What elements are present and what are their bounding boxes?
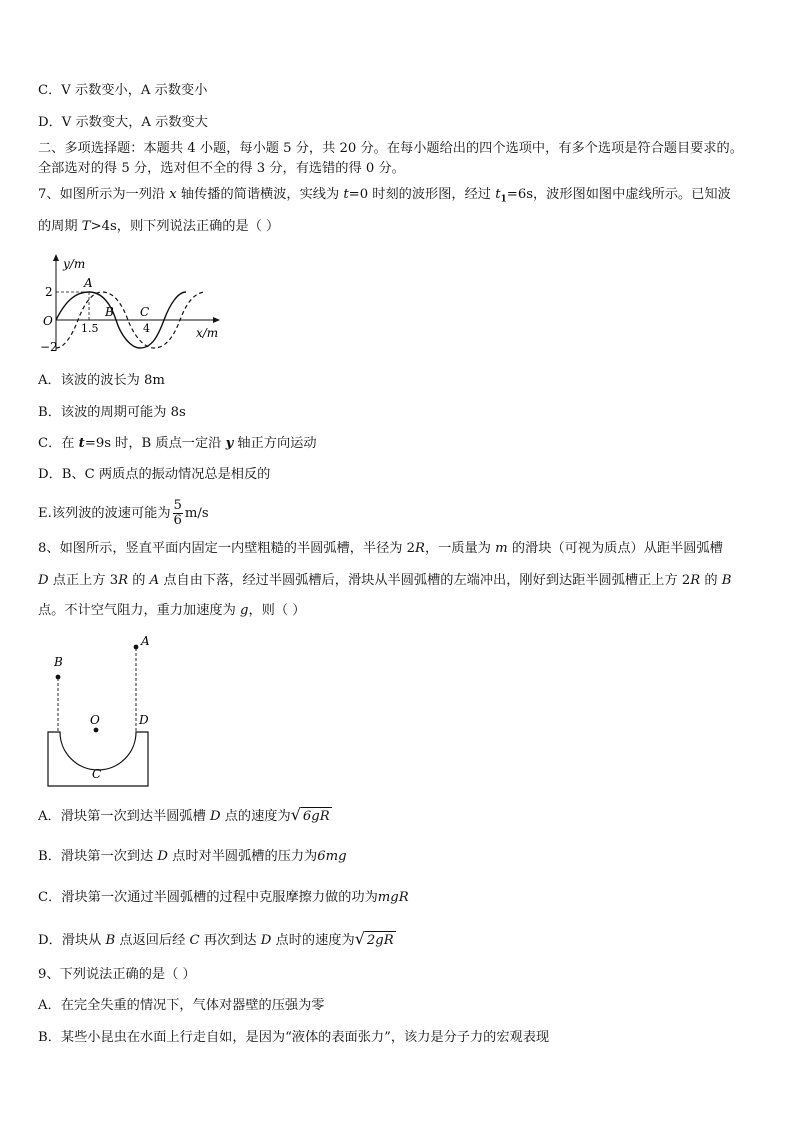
q8-label-a: A [141, 634, 150, 648]
q7-option-e-fraction: $\frac{5}{6}$ [173, 498, 182, 528]
q7-point-a-label: A [84, 276, 93, 290]
q7-x-axis-label: x/m [196, 326, 219, 340]
q7-y-tick-pos: 2 [45, 285, 53, 299]
q8-option-d: D．滑块从 B 点返回后经 C 再次到达 D 点时的速度为√ 2gR [38, 929, 394, 948]
q7-y-tick-neg: −2 [40, 340, 58, 354]
q7-point-c-label: C [140, 305, 150, 319]
q8-point-a [134, 645, 139, 650]
q7-origin-label: O [43, 314, 53, 328]
q9-stem: 9、下列说法正确的是（ ） [38, 967, 196, 982]
q8-label-b: B [54, 655, 63, 669]
q8-label-c: C [92, 767, 102, 781]
q7-option-c: C．在 t=9s 时，B 质点一定沿 y 轴正方向运动 [38, 436, 317, 451]
q7-option-d: D．B、C 两质点的振动情况总是相反的 [38, 467, 271, 482]
q7-stem-line2: 的周期 T>4s，则下列说法正确的是（ ） [38, 219, 280, 234]
section2-instructions-line2: 全部选对的得 5 分，选对但不全的得 3 分，有选错的得 0 分。 [38, 161, 405, 176]
q9-option-b: B．某些小昆虫在水面上行走自如，是因为“液体的表面张力”，该力是分子力的宏观表现 [38, 1030, 550, 1045]
q8-point-o [94, 728, 99, 733]
q7-x-tick-1-5: 1.5 [81, 322, 99, 335]
q8-option-b: B．滑块第一次到达 D 点时对半圆弧槽的压力为6mg [38, 849, 347, 864]
q6-option-c: C．V 示数变小，A 示数变小 [38, 83, 208, 98]
q6-option-d: D．V 示数变大，A 示数变大 [38, 115, 208, 130]
q8-label-d: D [139, 713, 149, 727]
q8-option-a: A．滑块第一次到达半圆弧槽 D 点的速度为√ 6gR [38, 805, 330, 824]
q7-option-e: E.该列波的波速可能为 $\frac{5}{6}$ m/s [38, 498, 209, 528]
q7-point-b-label: B [105, 305, 114, 319]
q8-stem-line1: 8、如图所示，竖直平面内固定一内壁粗糙的半圆弧槽，半径为 2R，一质量为 m 的滑块（可视为质点）从距半圆弧槽 [38, 541, 723, 556]
q8-stem-line2: D 点正上方 3R 的 A 点自由下落，经过半圆弧槽后，滑块从半圆弧槽的左端冲出，刚好到达距半圆弧槽正上方 2R 的 B [38, 573, 732, 588]
section2-instructions-line1: 二、多项选择题：本题共 4 小题，每小题 5 分，共 20 分。在每小题给出的四个选项中，有多个选项是符合题目要求的。 [38, 141, 743, 156]
q8-option-c: C．滑块第一次通过半圆弧槽的过程中克服摩擦力做的功为mgR [38, 890, 409, 905]
q7-stem-line1: 7、如图所示为一列沿 x 轴传播的简谐横波，实线为 t=0 时刻的波形图，经过 $t_1=6s$，波形图如图中虚线所示。已知波 [38, 187, 731, 205]
q7-y-axis-label: y/m [63, 257, 86, 271]
q8-semicircle-diagram [40, 628, 160, 790]
q7-wave-graph [36, 252, 226, 354]
q7-option-a: A．该波的波长为 8m [38, 373, 165, 388]
q7-x-tick-4: 4 [143, 322, 150, 335]
q8-point-b [56, 675, 61, 680]
q8-stem-line3: 点。不计空气阻力，重力加速度为 g，则（ ） [38, 603, 306, 618]
q9-option-a: A．在完全失重的情况下，气体对器壁的压强为零 [38, 998, 325, 1013]
q7-option-b: B．该波的周期可能为 8s [38, 405, 186, 420]
q8-label-o: O [90, 713, 100, 727]
